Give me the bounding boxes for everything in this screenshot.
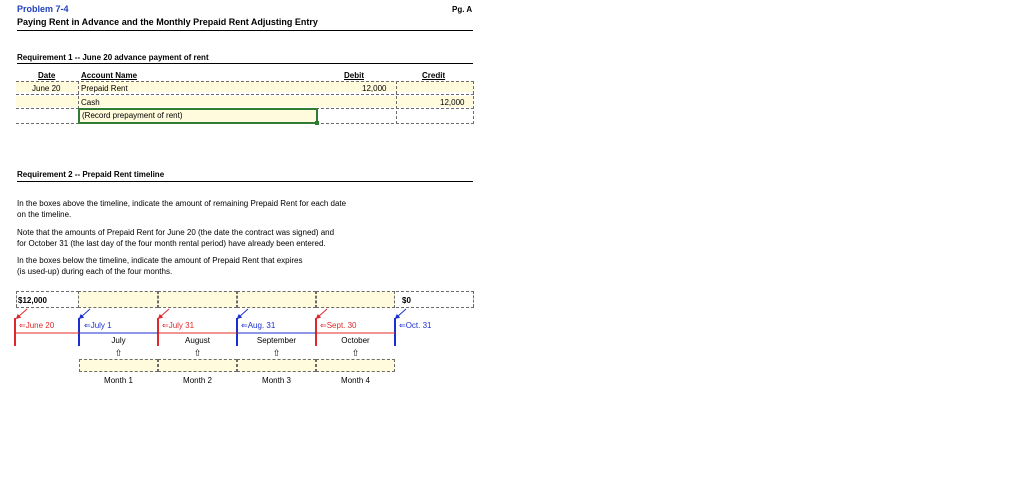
row2-credit[interactable]: 12,000 bbox=[440, 98, 465, 107]
page-label: Pg. A bbox=[452, 5, 473, 14]
row2-account[interactable]: Cash bbox=[81, 98, 100, 107]
month-label-1: Month 1 bbox=[104, 376, 133, 385]
pointer-arrow bbox=[160, 309, 169, 317]
pointer-arrow bbox=[18, 309, 27, 317]
col-credit-header: Credit bbox=[422, 71, 446, 80]
instruction-line: (is used-up) during each of the four months. bbox=[17, 267, 173, 276]
pointer-arrow bbox=[239, 309, 248, 317]
date-july-1: ⇐July 1 bbox=[84, 321, 112, 330]
month-july: July bbox=[111, 336, 126, 345]
expired-box-month-2[interactable] bbox=[158, 359, 237, 372]
up-arrow-icon: ⇧ bbox=[272, 348, 281, 358]
instruction-line: Note that the amounts of Prepaid Rent for June 20 (the date the contract was signed) and bbox=[17, 228, 335, 237]
up-arrow-icon: ⇧ bbox=[351, 348, 360, 358]
req2-heading: Requirement 2 -- Prepaid Rent timeline bbox=[17, 170, 165, 179]
up-arrow-icon: ⇧ bbox=[193, 348, 202, 358]
instruction-line: for October 31 (the last day of the four month rental period) have already been entered. bbox=[17, 239, 326, 248]
row1-debit[interactable]: 12,000 bbox=[362, 84, 387, 93]
end-amount: $0 bbox=[402, 296, 411, 305]
col-date-header: Date bbox=[38, 71, 56, 80]
pointer-arrow bbox=[397, 309, 406, 317]
month-september: September bbox=[256, 336, 297, 345]
start-amount: $12,000 bbox=[18, 296, 47, 305]
instruction-line: on the timeline. bbox=[17, 210, 72, 219]
date-oct-31: ⇐Oct. 31 bbox=[399, 321, 432, 330]
page-title: Paying Rent in Advance and the Monthly Prepaid Rent Adjusting Entry bbox=[17, 17, 318, 27]
month-label-2: Month 2 bbox=[183, 376, 212, 385]
req1-heading: Requirement 1 -- June 20 advance payment of rent bbox=[17, 53, 209, 62]
col-debit-header: Debit bbox=[344, 71, 364, 80]
month-label-4: Month 4 bbox=[341, 376, 370, 385]
date-june-20: ⇐June 20 bbox=[19, 321, 55, 330]
date-aug-31: ⇐Aug. 31 bbox=[241, 321, 276, 330]
row1-account[interactable]: Prepaid Rent bbox=[81, 84, 128, 93]
expired-box-month-4[interactable] bbox=[316, 359, 395, 372]
date-july-31: ⇐July 31 bbox=[162, 321, 195, 330]
month-october: October bbox=[341, 336, 370, 345]
problem-number: Problem 7-4 bbox=[17, 4, 69, 14]
pointer-arrow bbox=[81, 309, 90, 317]
expired-box-month-1[interactable] bbox=[79, 359, 158, 372]
date-sept-30: ⇐Sept. 30 bbox=[320, 321, 357, 330]
month-label-3: Month 3 bbox=[262, 376, 291, 385]
expired-box-month-3[interactable] bbox=[237, 359, 316, 372]
month-august: August bbox=[185, 336, 210, 345]
row1-date[interactable]: June 20 bbox=[32, 84, 61, 93]
up-arrow-icon: ⇧ bbox=[114, 348, 123, 358]
instruction-line: In the boxes below the timeline, indicate the amount of Prepaid Rent that expires bbox=[17, 256, 303, 265]
col-account-header: Account Name bbox=[81, 71, 138, 80]
instruction-line: In the boxes above the timeline, indicate the amount of remaining Prepaid Rent for each date bbox=[17, 199, 347, 208]
pointer-arrow bbox=[318, 309, 327, 317]
row3-description[interactable]: (Record prepayment of rent) bbox=[82, 111, 183, 120]
